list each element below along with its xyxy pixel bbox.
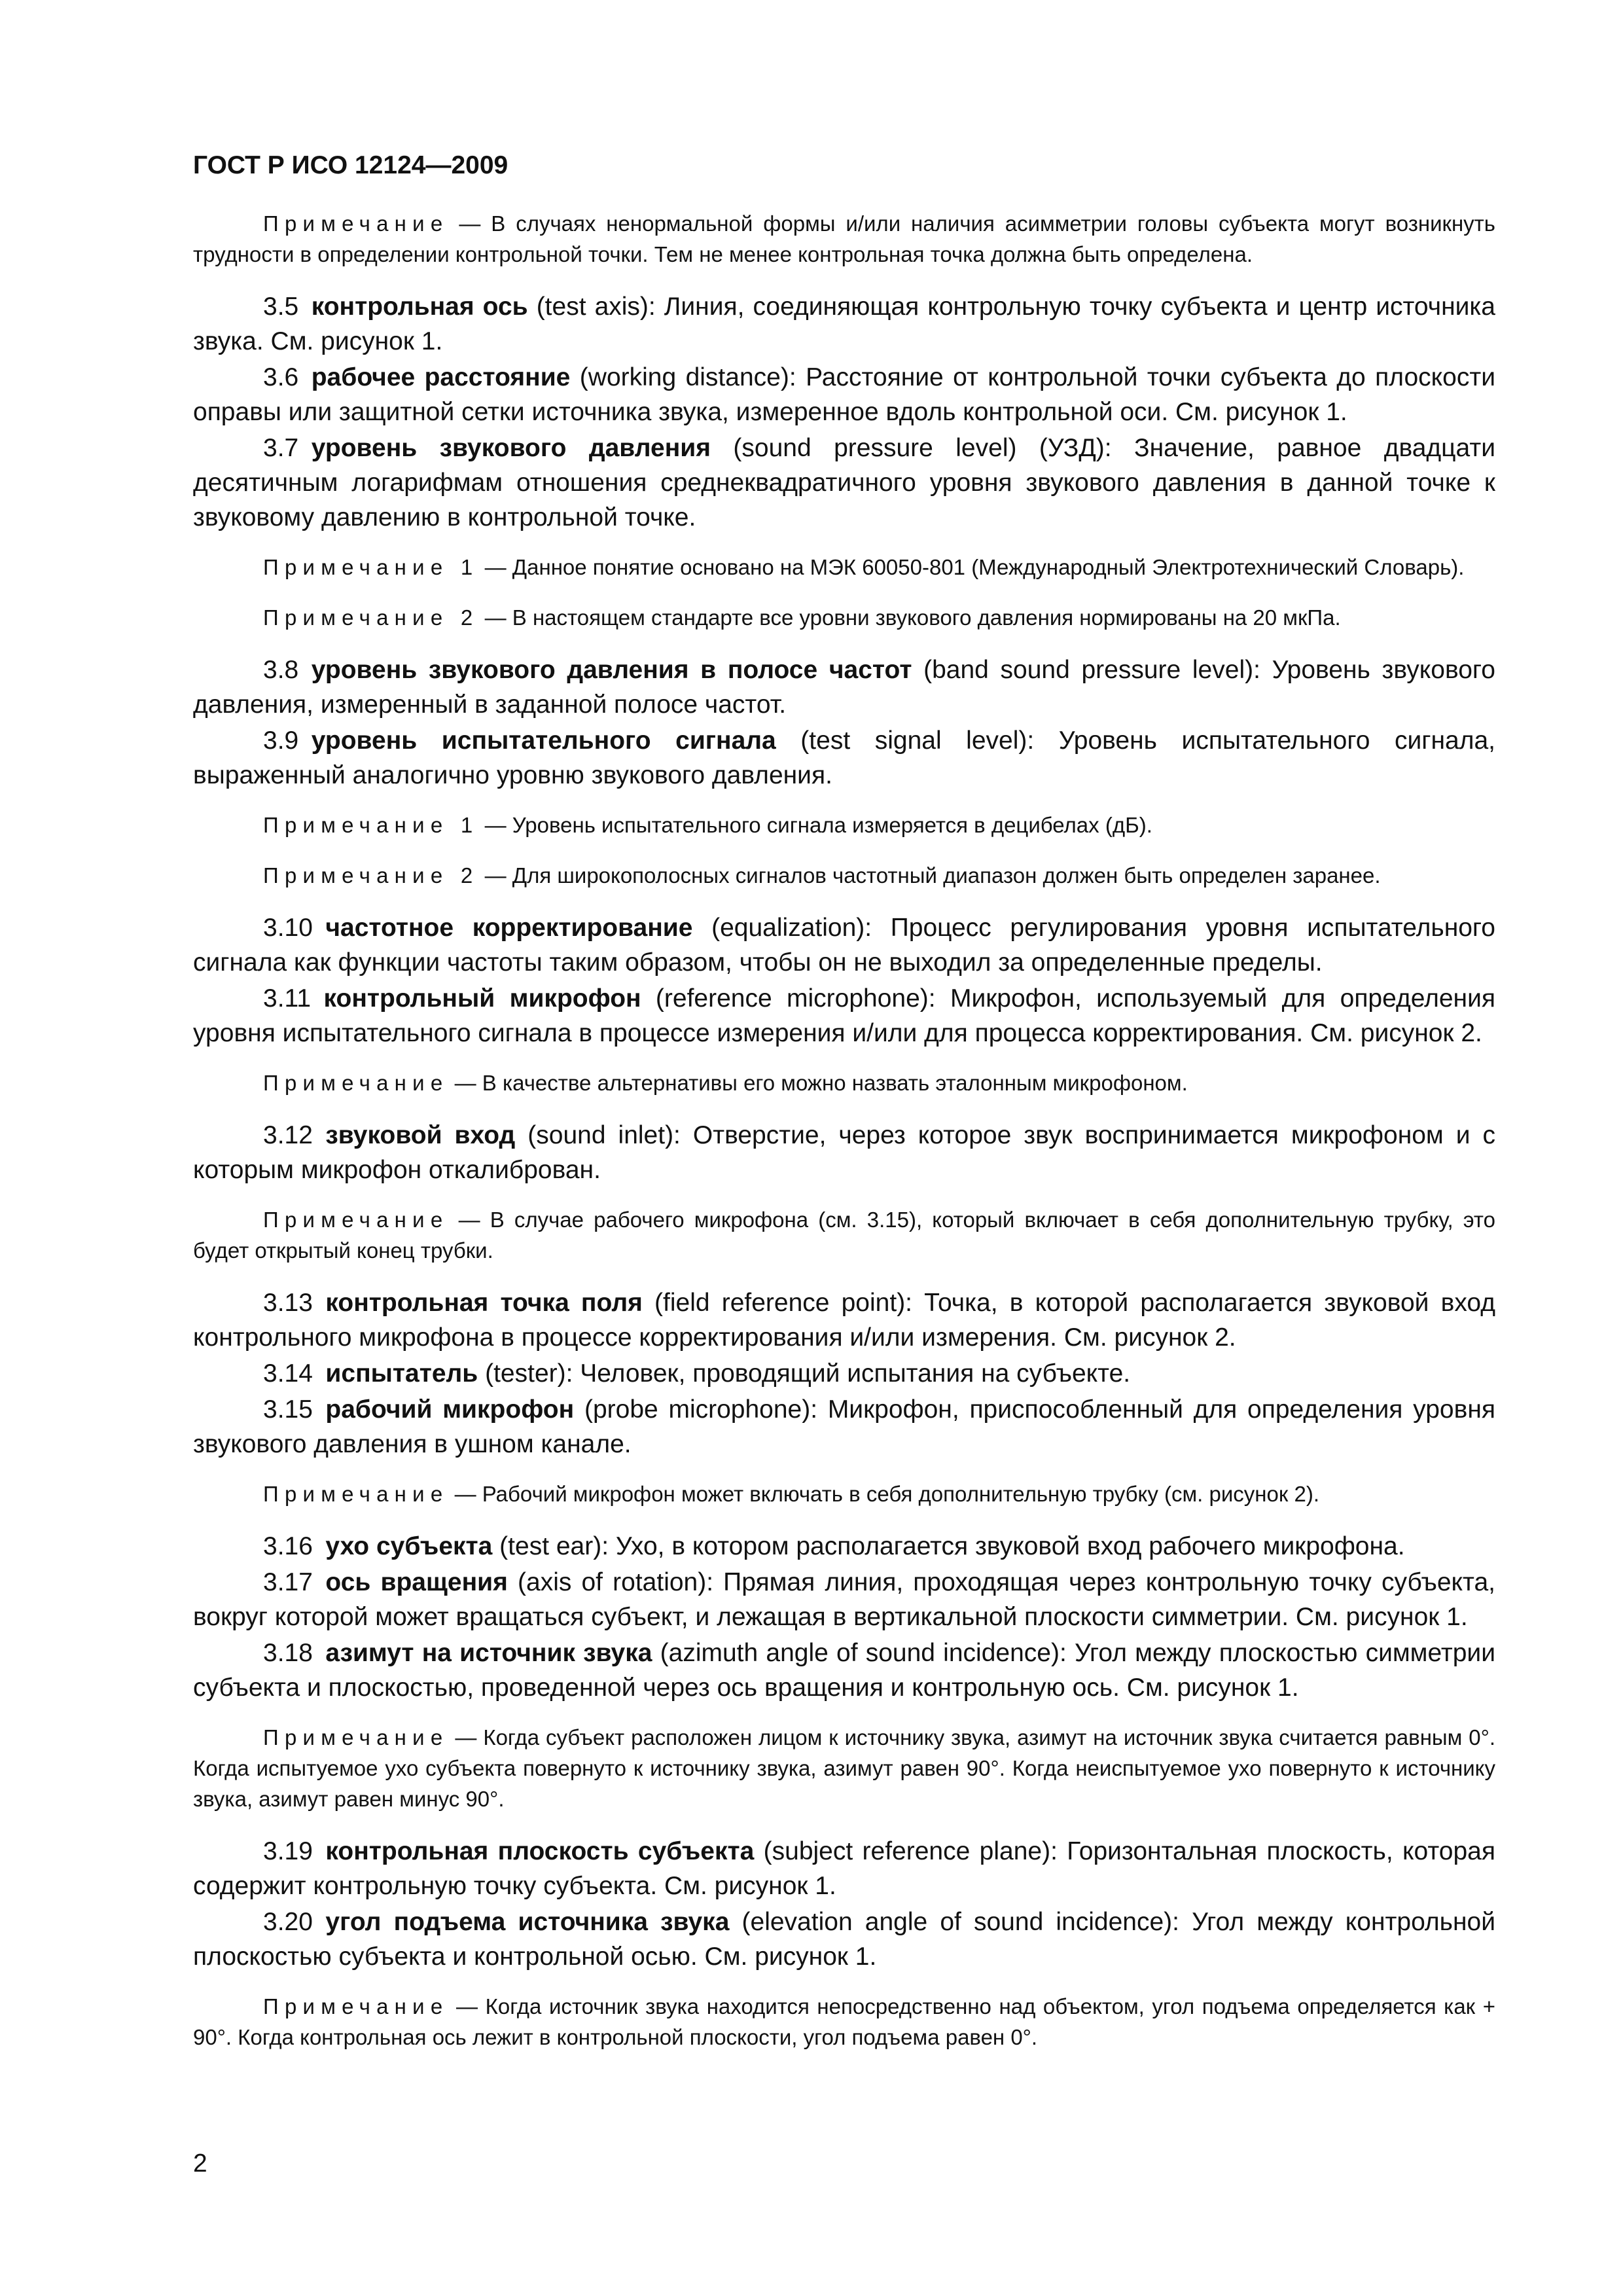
note-label: Примечание 2 (263, 863, 479, 888)
term-definition (193, 1834, 1495, 1903)
note-label: Примечание (263, 1071, 449, 1095)
term-name: уровень испытательного сигнала (311, 726, 776, 755)
term-definition-text: (elevation angle of sound incidence): Угол между контрольной плоскостью субъекта и контрольной осью. См. рисунок 1. (193, 1908, 1495, 1971)
term-number: 3.5 (263, 293, 299, 321)
term-definition-text: (equalization): Процесс регулирования уровня испытательного сигнала как функции частоты таким образом, чтобы он не выходил за определенные пределы. (193, 914, 1495, 977)
note (193, 552, 1495, 583)
term-number: 3.8 (263, 656, 299, 684)
term-number: 3.17 (263, 1568, 313, 1596)
term-definition (193, 1636, 1495, 1705)
term-number: 3.16 (263, 1532, 313, 1560)
term-definition (193, 289, 1495, 359)
term-definition (193, 1529, 1495, 1564)
term-name: контрольная ось (311, 293, 528, 321)
note-text: Рабочий микрофон может включать в себя дополнительную трубку (см. рисунок 2). (482, 1482, 1319, 1506)
term-name: контрольная плоскость субъекта (325, 1837, 755, 1865)
document-page (193, 149, 1495, 2072)
term-number: 3.6 (263, 363, 299, 391)
term-name: звуковой вход (325, 1121, 516, 1149)
term-definition-text: (sound inlet): Отверстие, через которое звук воспринимается микрофоном и с которым микрофон откалиброван. (193, 1121, 1495, 1184)
term-number: 3.13 (263, 1289, 313, 1317)
note (193, 1991, 1495, 2053)
term-definition-text: (reference microphone): Микрофон, используемый для определения уровня испытательного сигнала в процессе измерения и/или для процесса корректирования. См. рисунок 2. (193, 984, 1495, 1047)
note-separator: — (448, 1725, 484, 1749)
term-definition-text: (test axis): Линия, соединяющая контрольную точку субъекта и центр источника звука. См. рисунок 1. (193, 293, 1495, 355)
note (193, 602, 1495, 633)
term-definition (193, 981, 1495, 1050)
term-number: 3.15 (263, 1395, 313, 1424)
document-header: ГОСТ Р ИСО 12124—2009 (193, 151, 508, 179)
term-number: 3.11 (263, 984, 312, 1013)
note-text: Когда субъект расположен лицом к источнику звука, азимут на источник звука считается равным 0°. Когда испытуемое ухо субъекта повернуто к источнику звука, азимут равен 90°. Когда неиспытуемое ухо повернуто к источнику звука, азимут равен минус 90°. (193, 1725, 1495, 1811)
term-definition-text: (field reference point): Точка, в которой располагается звуковой вход контрольного микрофона в процессе корректирования и/или измерения. См. рисунок 2. (193, 1289, 1495, 1352)
note (193, 1204, 1495, 1266)
note (193, 208, 1495, 270)
note-text: Когда источник звука находится непосредственно над объектом, угол подъема определяется как + 90°. Когда контрольная ось лежит в контрольной плоскости, угол подъема равен 0°. (193, 1994, 1495, 2049)
term-definition (193, 1565, 1495, 1634)
note-label: Примечание 1 (263, 555, 479, 579)
note (193, 1479, 1495, 1509)
term-name: ухо субъекта (325, 1532, 493, 1560)
term-name: контрольный микрофон (323, 984, 641, 1013)
term-number: 3.12 (263, 1121, 313, 1149)
note-separator: — (478, 605, 512, 630)
term-definition (193, 653, 1495, 722)
note-separator: — (448, 1482, 482, 1506)
term-definition (193, 910, 1495, 980)
note-separator: — (448, 1071, 482, 1095)
term-name: азимут на источник звука (325, 1639, 652, 1667)
note (193, 810, 1495, 840)
term-number: 3.19 (263, 1837, 313, 1865)
term-name: испытатель (325, 1359, 478, 1388)
note-label: Примечание (263, 1208, 449, 1232)
term-name: контрольная точка поля (325, 1289, 643, 1317)
note-text: В случае рабочего микрофона (см. 3.15), который включает в себя дополнительную трубку, это будет открытый конец трубки. (193, 1208, 1495, 1263)
note-text: В качестве альтернативы его можно назвать эталонным микрофоном. (482, 1071, 1188, 1095)
note-separator: — (478, 555, 512, 579)
term-name: частотное корректирование (325, 914, 693, 942)
term-name: уровень звукового давления (311, 434, 711, 462)
note-text: Данное понятие основано на МЭК 60050-801 (Международный Электротехнический Словарь). (512, 555, 1465, 579)
note-text: Уровень испытательного сигнала измеряется в децибелах (дБ). (512, 813, 1152, 837)
note (193, 1722, 1495, 1814)
note-label: Примечание (263, 1482, 449, 1506)
term-definition (193, 1118, 1495, 1187)
term-definition (193, 723, 1495, 793)
term-name: угол подъема источника звука (325, 1908, 730, 1936)
note (193, 860, 1495, 891)
note-text: Для широкополосных сигналов частотный диапазон должен быть определен заранее. (512, 863, 1381, 888)
term-definition-text: (tester): Человек, проводящий испытания на субъекте. (478, 1359, 1131, 1388)
page-number: 2 (193, 2149, 207, 2178)
note-separator: — (478, 813, 512, 837)
term-number: 3.7 (263, 434, 299, 462)
term-number: 3.10 (263, 914, 313, 942)
term-definition-text: (probe microphone): Микрофон, приспособленный для определения уровня звукового давления в ушном канале. (193, 1395, 1495, 1458)
note-label: Примечание (263, 1725, 449, 1749)
note-separator: — (448, 1994, 486, 2018)
term-definition-text: (working distance): Расстояние от контрольной точки субъекта до плоскости оправы или защитной сетки источника звука, измеренное вдоль контрольной оси. См. рисунок 1. (193, 363, 1495, 426)
document-body (193, 208, 1495, 2053)
note-separator: — (448, 1208, 490, 1232)
note-text: В случаях ненормальной формы и/или наличия асимметрии головы субъекта могут возникнуть трудности в определении контрольной точки. Тем не менее контрольная точка должна быть определена. (193, 211, 1495, 266)
term-definition-text: (subject reference plane): Горизонтальная плоскость, которая содержит контрольную точку субъекта. См. рисунок 1. (193, 1837, 1495, 1900)
term-definition-text: (sound pressure level) (УЗД): Значение, равное двадцати десятичным логарифмам отношения среднеквадратичного уровня звукового давления в данной точке к звуковому давлению в контрольной точке. (193, 434, 1496, 531)
term-definition-text: (azimuth angle of sound incidence): Угол между плоскостью симметрии субъекта и плоскостью, проведенной через ось вращения и контрольную ось. См. рисунок 1. (193, 1639, 1495, 1702)
term-definition (193, 360, 1495, 429)
term-number: 3.18 (263, 1639, 313, 1667)
term-number: 3.9 (263, 726, 299, 755)
term-definition (193, 1356, 1495, 1391)
term-number: 3.14 (263, 1359, 313, 1388)
note-label: Примечание 1 (263, 813, 479, 837)
term-definition-text: (band sound pressure level): Уровень звукового давления, измеренный в заданной полосе частот. (193, 656, 1495, 719)
term-name: рабочее расстояние (311, 363, 571, 391)
note (193, 1067, 1495, 1098)
note-separator: — (478, 863, 512, 888)
note-label: Примечание (263, 1994, 449, 2018)
term-name: ось вращения (325, 1568, 508, 1596)
term-definition (193, 1905, 1495, 1974)
term-definition (193, 431, 1495, 535)
term-definition (193, 1392, 1495, 1462)
term-definition-text: (axis of rotation): Прямая линия, проходящая через контрольную точку субъекта, вокруг которой может вращаться субъект, и лежащая в вертикальной плоскости симметрии. См. рисунок 1. (193, 1568, 1496, 1631)
term-number: 3.20 (263, 1908, 313, 1936)
term-definition (193, 1285, 1495, 1355)
term-name: рабочий микрофон (325, 1395, 575, 1424)
term-definition-text: (test signal level): Уровень испытательного сигнала, выраженный аналогично уровню звукового давления. (193, 726, 1495, 789)
term-name: уровень звукового давления в полосе частот (311, 656, 912, 684)
term-definition-text: (test ear): Ухо, в котором располагается звуковой вход рабочего микрофона. (492, 1532, 1405, 1560)
note-separator: — (448, 211, 491, 236)
note-text: В настоящем стандарте все уровни звукового давления нормированы на 20 мкПа. (512, 605, 1341, 630)
note-label: Примечание 2 (263, 605, 479, 630)
note-label: Примечание (263, 211, 449, 236)
